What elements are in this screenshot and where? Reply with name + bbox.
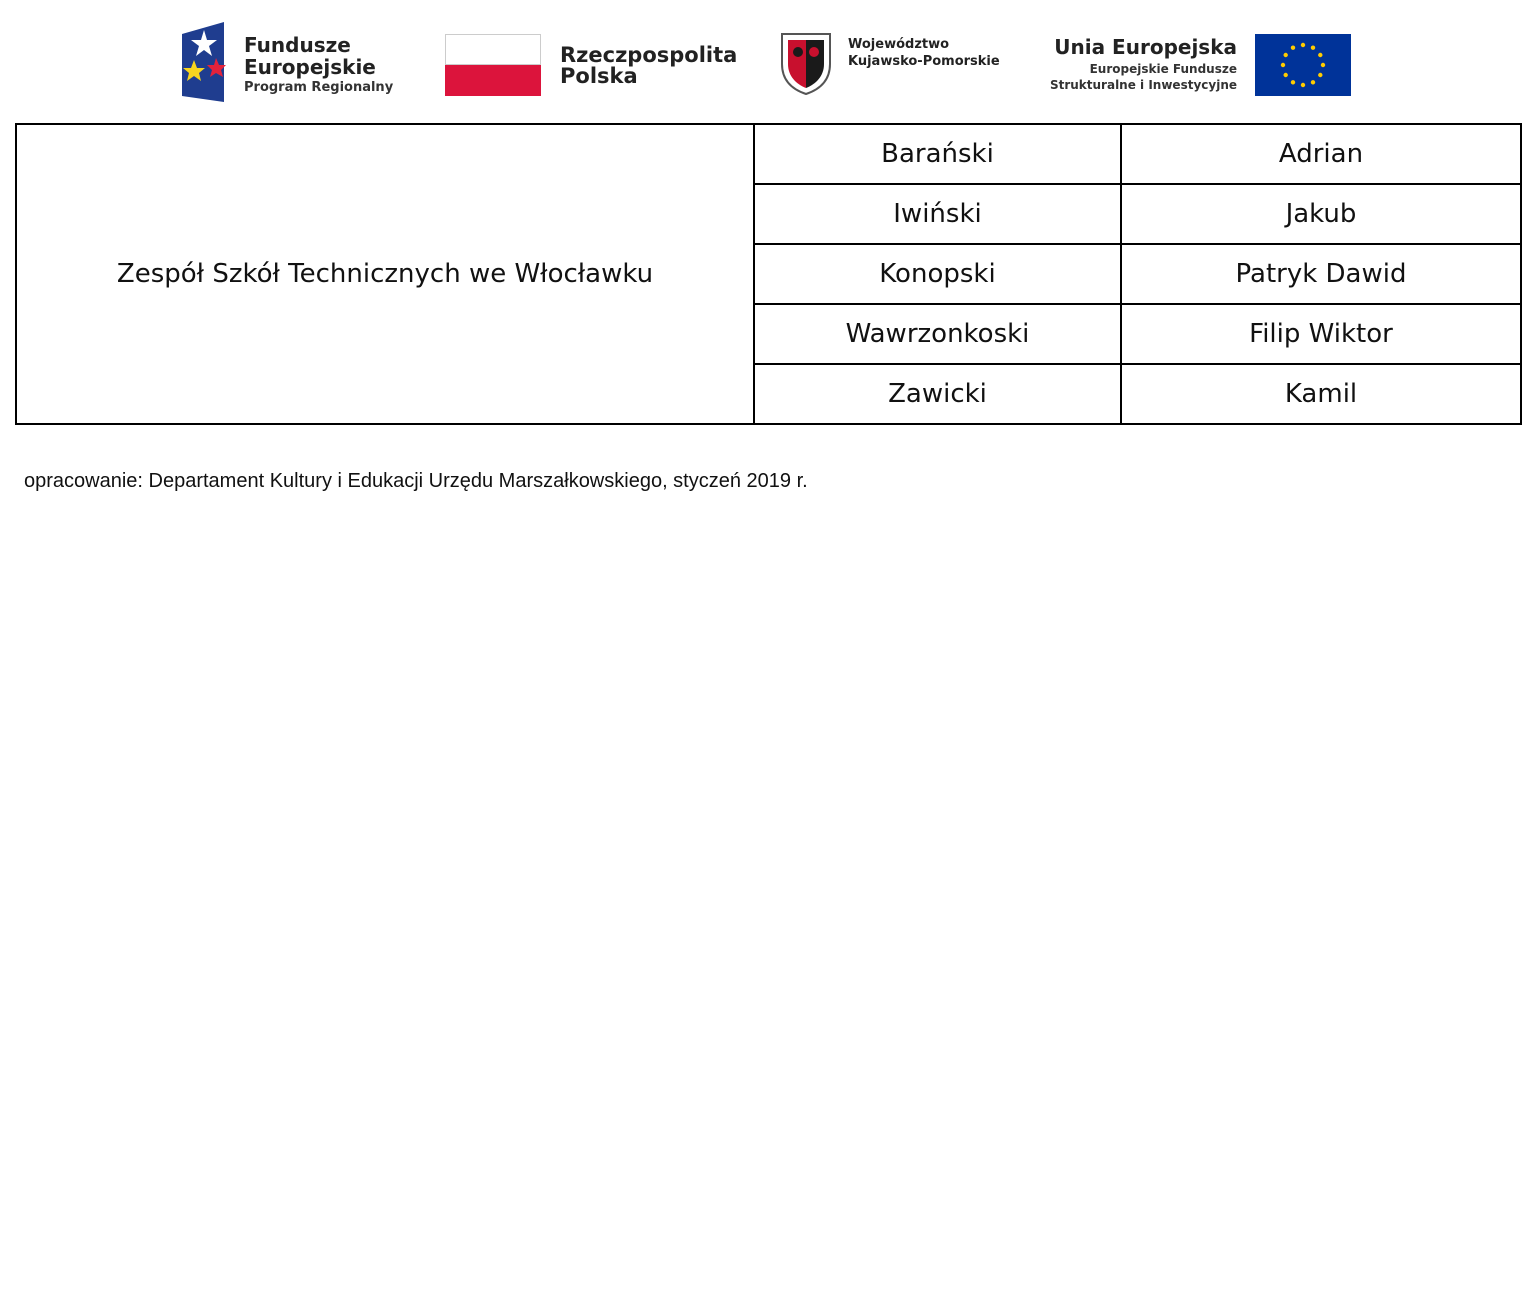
- ue-line3: Strukturalne i Inwestycyjne: [1049, 78, 1237, 92]
- ue-line2: Europejskie Fundusze: [1089, 62, 1237, 76]
- unia-europejska-logo: [1045, 18, 1355, 106]
- first-name-cell: Filip Wiktor: [1121, 304, 1521, 364]
- footer-note: opracowanie: Departament Kultury i Edukacji Urzędu Marszałkowskiego, styczeń 2019 r.: [24, 470, 808, 492]
- surname-cell: Barański: [754, 124, 1121, 184]
- fe-star-icon: [180, 20, 226, 104]
- surname-cell: Konopski: [754, 244, 1121, 304]
- first-name-cell: Jakub: [1121, 184, 1521, 244]
- fe-line1: Fundusze: [244, 33, 351, 57]
- first-name-cell: Patryk Dawid: [1121, 244, 1521, 304]
- eu-flag-icon: [1255, 34, 1351, 96]
- first-name-cell: Adrian: [1121, 124, 1521, 184]
- wkp-line2: Kujawsko-Pomorskie: [848, 54, 1000, 69]
- schools-table: [15, 123, 1522, 425]
- first-name-cell: Kamil: [1121, 364, 1521, 424]
- wkp-line1: Województwo: [848, 37, 950, 52]
- rp-line1: Rzeczpospolita: [560, 43, 738, 67]
- surname-cell: Wawrzonkoski: [754, 304, 1121, 364]
- fe-line3: Program Regionalny: [244, 80, 394, 95]
- school-name-cell: Zespół Szkół Technicznych we Włocławku: [16, 124, 754, 424]
- fe-line2: Europejskie: [244, 55, 376, 79]
- ue-line1: Unia Europejska: [1054, 35, 1237, 59]
- wojewodztwo-logo: [778, 18, 1018, 106]
- table-row: [16, 124, 1521, 184]
- rzeczpospolita-polska-logo: [445, 18, 745, 106]
- rp-line2: Polska: [560, 64, 638, 88]
- polish-flag-icon: [445, 34, 541, 96]
- coat-of-arms-icon: [778, 30, 834, 96]
- surname-cell: Iwiński: [754, 184, 1121, 244]
- logo-bar: [0, 0, 1530, 115]
- fundusze-europejskie-logo: [180, 18, 410, 106]
- surname-cell: Zawicki: [754, 364, 1121, 424]
